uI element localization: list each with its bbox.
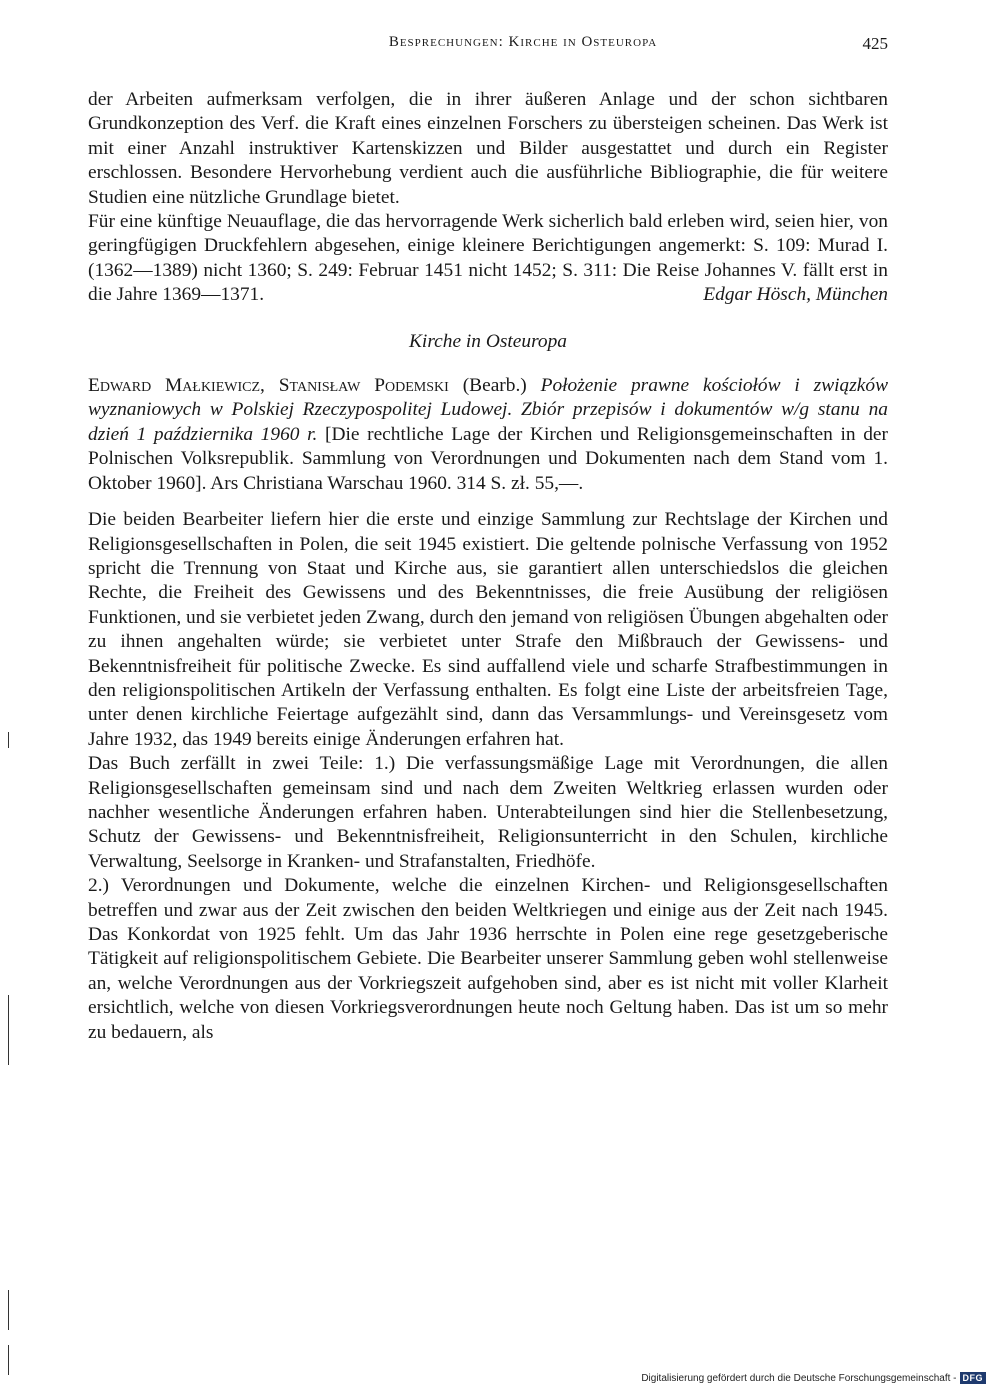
book-citation [88, 374, 888, 496]
margin-mark [8, 995, 9, 1065]
digitization-credit [641, 1372, 986, 1384]
dfg-logo: DFG [960, 1372, 987, 1384]
citation-editor-note: (Bearb.) [448, 375, 541, 397]
citation-title: Położenie prawne kościołów i związków wyznaniowych w Polskiej Rzeczypospolitej Ludowej. Zbiór przepisów i dokumentów w/g stanu na dzień 1 października 1960 r. [88, 375, 889, 445]
reviewer-signature: Edgar Hösch, München [703, 284, 888, 306]
margin-mark [8, 1290, 9, 1330]
section-title: Kirche in Osteuropa [409, 330, 567, 352]
page-number: 425 [862, 34, 888, 53]
running-title: Besprechungen: Kirche in Osteuropa [388, 34, 658, 50]
page-body [88, 88, 888, 1045]
review-paragraph-1: Die beiden Bearbeiter liefern hier die erste und einzige Sammlung zur Rechtslage der Kirchen und Religionsgesellschaften in Polen, die seit 1945 existiert. Die geltende polnische Verfassung von 1952 spricht die Trennung von Staat und Kirche aus, sie garantiert allen unterschiedslos die gleichen Rechte, die Freiheit des Gewissens und des Bekenntnisses, die freie Ausübung der religiösen Funktionen, und sie verbietet jeden Zwang, durch den jemand von religiösen Übungen abgehalten oder zu ihnen angehalten würde; sie verbietet unter Strafe den Mißbrauch der Gewissens- und Bekenntnisfreiheit für politische Zwecke. Es sind auffallend viele und scharfe Strafbestimmungen in den religionspolitischen Artikeln der Verfassung enthalten. Es folgt eine Liste der arbeitsfreien Tage, unter denen kirchliche Feiertage aufgezählt sind, dann das Versammlungs- und Vereinsgesetz vom Jahre 1932, das 1949 bereits einige Änderungen erfahren hat. [88, 509, 888, 750]
margin-mark [8, 732, 9, 748]
review-paragraph-2: Das Buch zerfällt in zwei Teile: 1.) Die verfassungsmäßige Lage mit Verordnungen, die allen Religionsgesellschaften gemeinsam sind und nach dem Zweiten Weltkrieg erlassen wurden oder nachher wesentliche Änderungen erfahren haben. Unterabteilungen sind hier die Stellenbesetzung, Schutz der Gewissens- und Bekenntnisfreiheit, Religionsunterricht in den Schulen, kirchliche Verwaltung, Seelsorge in Kranken- und Strafanstalten, Friedhöfe. [88, 753, 888, 872]
review-end-paragraph-1: der Arbeiten aufmerksam verfolgen, die in ihrer äußeren Anlage und der schon sichtbaren Grundkonzeption des Verf. die Kraft eines einzelnen Forschers zu übersteigen scheinen. Das Werk ist mit einer Anzahl instruktiver Kartenskizzen und Bilder ausgestattet und durch ein Register erschlossen. Besondere Hervorhebung verdient auch die ausführliche Bibliographie, die für weitere Studien eine nützliche Grundlage bietet. [88, 89, 888, 208]
review-paragraph-3: 2.) Verordnungen und Dokumente, welche die einzelnen Kirchen- und Religionsgesellschaften betreffen und zwar aus der Zeit zwischen den beiden Weltkriegen und einige aus der Zeit nach 1945. Das Konkordat von 1925 fehlt. Um das Jahr 1936 herrschte in Polen eine rege gesetzgeberische Tätigkeit auf religionspolitischem Gebiete. Die Bearbeiter unserer Sammlung geben wohl stellenweise an, welche Verordnungen aus der Vorkriegszeit aufgehoben sind, aber es ist nicht mit voller Klarheit ersichtlich, welche von diesen Vorkriegsverordnungen heute noch Geltung haben. Das ist um so mehr zu bedauern, als [88, 875, 888, 1043]
review-end-paragraph-2 [88, 210, 888, 308]
review-end-paragraph-2-text: Für eine künftige Neuauflage, die das hervorragende Werk sicherlich bald erleben wird, seien hier, von geringfügigen Druckfehlern abgesehen, einige kleinere Berichtigungen angemerkt: S. 109: Murad I. (1362—1389) nicht 1360; S. 249: Februar 1451 nicht 1452; S. 311: Die Reise Johannes V. fällt erst in die Jahre 1369—1371. [88, 211, 888, 306]
citation-details: [Die rechtliche Lage der Kirchen und Religionsgemeinschaften in der Polnischen Volksrepublik. Sammlung von Verordnungen und Dokumenten nach dem Stand vom 1. Oktober 1960]. Ars Christiana Warschau 1960. 314 S. zł. 55,—. [88, 423, 888, 494]
credit-text: Digitalisierung gefördert durch die Deutsche Forschungsgemeinschaft - [641, 1372, 957, 1384]
margin-mark [8, 1345, 9, 1375]
page-header [88, 34, 888, 58]
citation-authors: Edward Małkiewicz, Stanisław Podemski [88, 375, 449, 397]
